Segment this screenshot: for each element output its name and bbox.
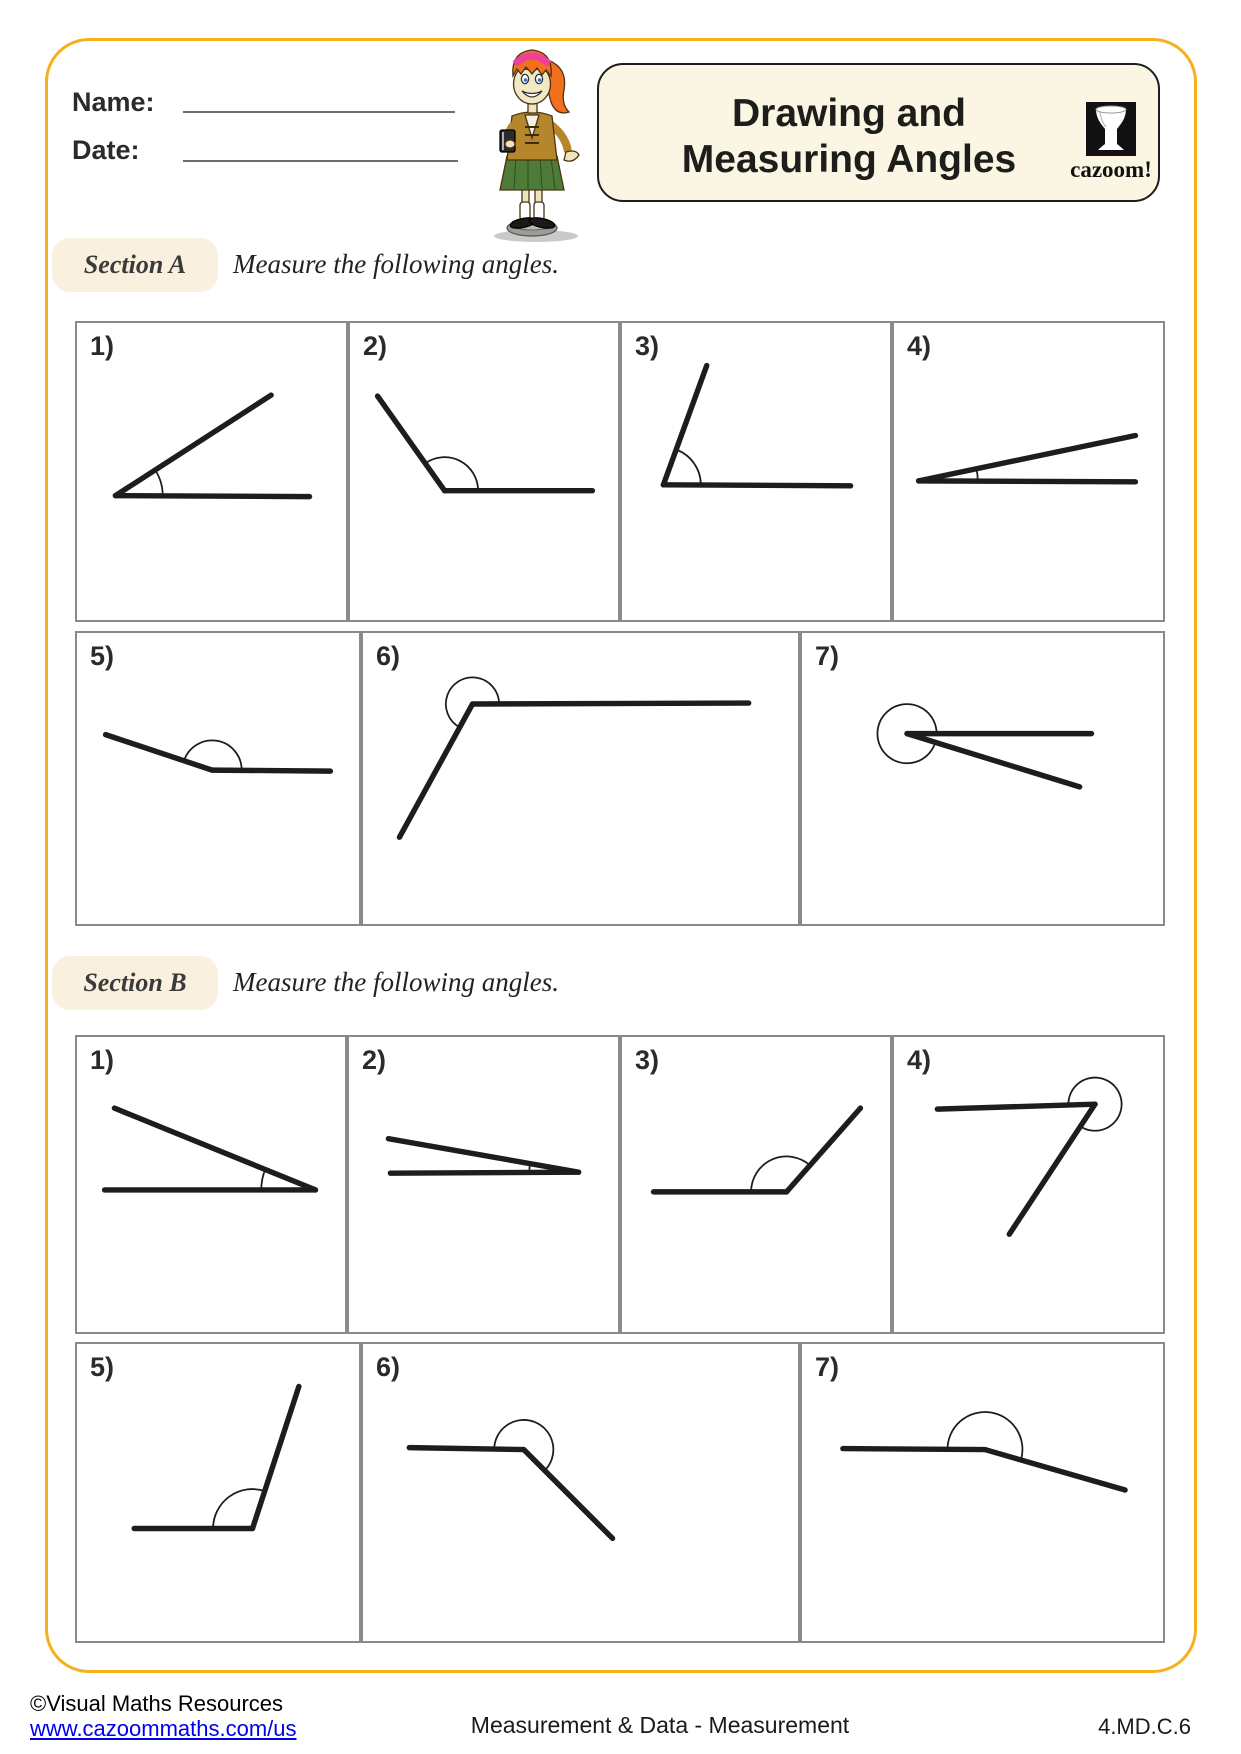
angle-box-label: 6): [376, 1352, 401, 1382]
cazoom-logo: [1070, 102, 1152, 182]
angle-diagram: [77, 323, 346, 620]
title-line-2: Measuring Angles: [681, 138, 1017, 181]
section-a-title: Section A: [83, 250, 187, 279]
angle-box-label: 3): [635, 1045, 660, 1075]
angle-box: [347, 1035, 620, 1334]
girl-clipart-icon: [476, 40, 588, 244]
angle-box: [800, 1342, 1165, 1643]
name-label: Name:: [72, 87, 155, 117]
angle-box-label: 7): [815, 641, 840, 671]
section-a-instruction: Measure the following angles.: [233, 249, 559, 279]
date-line: [183, 160, 458, 162]
angle-box-label: 3): [635, 331, 660, 361]
angle-box-label: 5): [90, 641, 115, 671]
angle-box-label: 2): [363, 331, 388, 361]
angle-diagram: [77, 1344, 359, 1641]
angle-box-label: 5): [90, 1352, 115, 1382]
angle-box: [361, 1342, 800, 1643]
section-b-instruction: Measure the following angles.: [233, 967, 559, 997]
angle-box: [620, 1035, 892, 1334]
section-b-title: Section B: [83, 968, 187, 997]
angle-box: [800, 631, 1165, 926]
drum-logo-icon: [1086, 102, 1136, 156]
footer-topic: Measurement & Data - Measurement: [470, 1712, 850, 1738]
angle-diagram: [894, 1037, 1163, 1332]
angle-diagram: [349, 1037, 618, 1332]
angle-box-label: 1): [90, 331, 115, 361]
angle-diagram: [802, 633, 1163, 924]
footer-standard-code: 4.MD.C.6: [1098, 1714, 1191, 1739]
angle-diagram: [77, 633, 359, 924]
angle-box: [75, 1342, 361, 1643]
name-line: [183, 111, 455, 113]
angle-diagram: [622, 1037, 890, 1332]
angle-box: [620, 321, 892, 622]
title-box: [597, 63, 1160, 202]
angle-box: [892, 1035, 1165, 1334]
angle-diagram: [350, 323, 618, 620]
logo-text: cazoom!: [1070, 157, 1152, 182]
angle-box: [75, 631, 361, 926]
angle-box: [75, 1035, 347, 1334]
angle-box-label: 4): [907, 1045, 932, 1075]
section-a-badge: [52, 238, 218, 292]
angle-box-label: 2): [362, 1045, 387, 1075]
angle-diagram: [894, 323, 1163, 620]
angle-diagram: [363, 1344, 798, 1641]
date-label: Date:: [72, 135, 140, 165]
title-line-1: Drawing and: [731, 92, 967, 135]
section-b-badge: [52, 956, 218, 1010]
angle-diagram: [363, 633, 798, 924]
angle-box: [348, 321, 620, 622]
angle-diagram: [622, 323, 890, 620]
angle-box-label: 6): [376, 641, 401, 671]
angle-box-label: 1): [90, 1045, 115, 1075]
angle-diagram: [802, 1344, 1163, 1641]
angle-box-label: 4): [907, 331, 932, 361]
angle-diagram: [77, 1037, 345, 1332]
angle-box-label: 7): [815, 1352, 840, 1382]
angle-box: [75, 321, 348, 622]
footer-copyright: ©Visual Maths Resources: [30, 1691, 284, 1716]
footer-link[interactable]: www.cazoommaths.com/us: [30, 1716, 297, 1741]
page-title: [609, 91, 1089, 183]
angle-box: [361, 631, 800, 926]
angle-box: [892, 321, 1165, 622]
